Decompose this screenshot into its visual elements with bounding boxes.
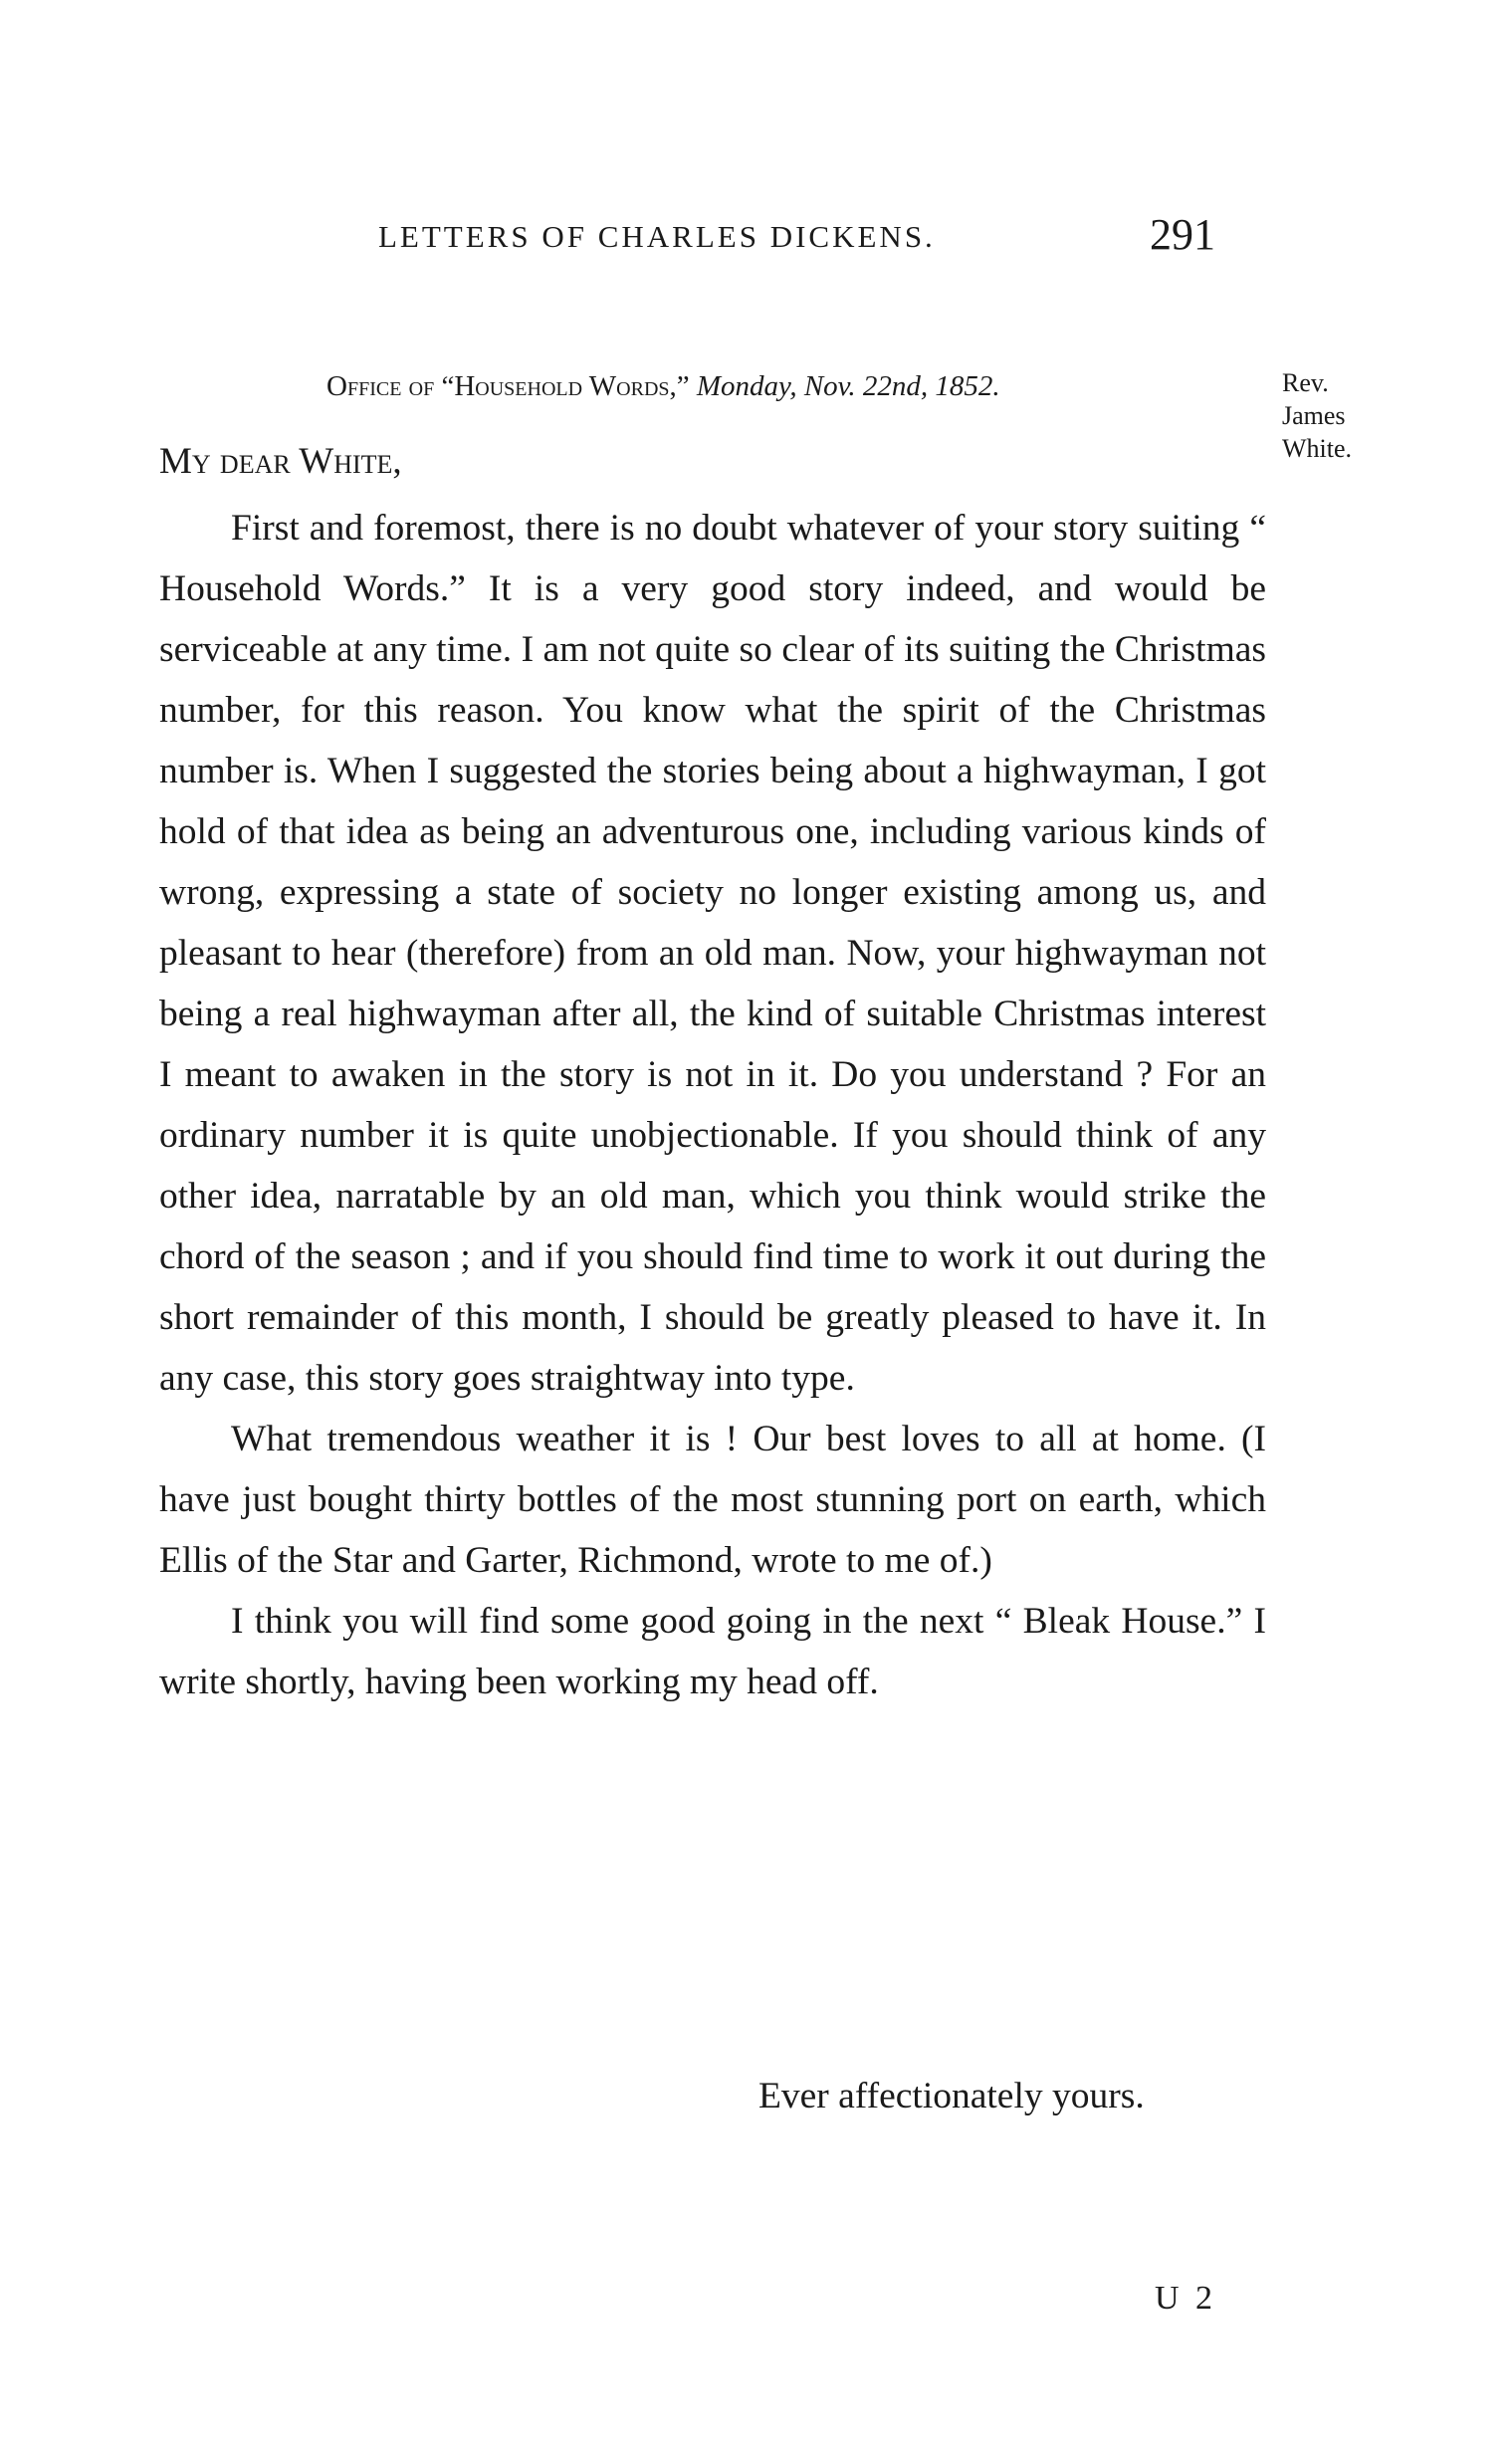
sidenote-line: James xyxy=(1282,401,1346,430)
running-title: LETTERS OF CHARLES DICKENS. xyxy=(378,219,936,254)
dateline-date: Monday, Nov. 22nd, 1852. xyxy=(696,370,1000,402)
body-paragraph: I think you will find some good going in the next “ Bleak House.” I write shortly, having been working my head off. xyxy=(159,1601,1266,1702)
dateline-office: Office of “Household Words,” xyxy=(326,370,690,402)
letter-salutation: My dear White, xyxy=(159,441,402,482)
body-paragraph: First and foremost, there is no doubt whatever of your story suiting “ Household Words.” It is a very good story indeed, and would be serviceable at any time. I am not quite so clear of its suiting the Christmas number, for this reason. You know what the spirit of the Christmas number is. When I suggested the stories being about a highwayman, I got hold of that idea as being an adventurous one, including various kinds of wrong, expressing a state of society no longer existing among us, and pleasant to hear (therefore) from an old man. Now, your highwayman not being a real highwayman after all, the kind of suitable Christmas interest I meant to awaken in the story is not in it. Do you understand ? For an ordinary number it is quite unobjectionable. If you should think of any other idea, narratable by an old man, which you think would strike the chord of the season ; and if you should find time to work it out during the short remainder of this month, I should be greatly pleased to have it. In any case, this story goes straightway into type. xyxy=(159,508,1266,1399)
sidenote-line: Rev. xyxy=(1282,368,1329,397)
letter-closing: Ever affectionately yours. xyxy=(758,2076,1145,2116)
letter-body xyxy=(159,498,1266,1712)
body-paragraph: What tremendous weather it is ! Our best loves to all at home. (I have just bought thirty bottles of the most stunning port on earth, which Ellis of the Star and Garter, Richmond, wrote to me of.) xyxy=(159,1419,1266,1581)
page-number: 291 xyxy=(1150,210,1215,259)
printer-signature-mark: U 2 xyxy=(1155,2280,1217,2317)
letter-dateline xyxy=(326,370,1000,403)
margin-sidenote xyxy=(1282,366,1352,465)
sidenote-line: White. xyxy=(1282,434,1353,463)
